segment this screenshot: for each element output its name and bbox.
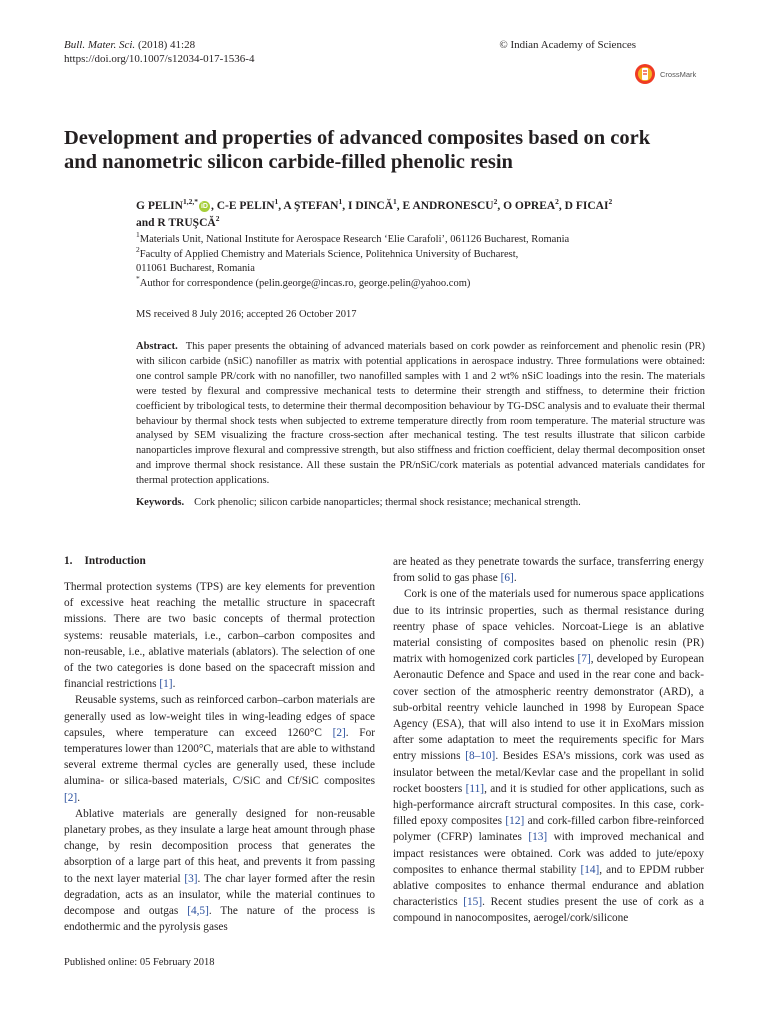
text-run: Reusable systems, such as reinforced carbon–carbon materials are generally used as low-weight tiles in wing-leading edges of space capsules, where temperature can exceed 1260°C [64,694,375,739]
citation-link[interactable]: [1] [159,678,173,691]
copyright-notice: © Indian Academy of Sciences [499,39,636,51]
text-run: . Recent studies present the use of cork as a compound in nanocomposites, aerogel/cork/silicone [393,896,704,925]
author-name: , C-E PELIN [210,200,275,212]
text-run: . For temperatures lower than 1200°C, materials that are able to withstand several extreme thermal cycles are generally used, these include alumina- or silica-based materials, C/SiC and Cf/SiC composites [64,726,375,788]
author-list [136,198,706,232]
left-column [64,579,375,935]
text-run: Cork is one of the materials used for numerous space applications due to its intrinsic properties, such as thermal resistance during reentry phase of space vehicles. Norcoat-Liege is an ablative material consisting of composites based on phenolic resin (PR) matrix with homogenized cork particles [393,588,704,666]
author-name: and R TRUŞCĂ [136,217,216,229]
author-sup: 1,2,* [182,197,198,206]
journal-issue: (2018) 41:28 [135,39,196,51]
citation-link[interactable]: [6] [500,572,514,585]
affiliations [136,230,706,291]
author-sup: 2 [608,197,613,206]
crossmark-icon [634,63,656,85]
author-name: , E ANDRONESCU [396,200,494,212]
abstract-label: Abstract. [136,341,178,352]
keywords [136,496,705,510]
affiliation-sup: 1 [136,230,140,239]
received-dates: MS received 8 July 2016; accepted 26 October 2017 [136,309,357,320]
citation-link[interactable]: [14] [580,863,600,876]
text-run: with improved mechanical and impact resistances were obtained. Cork was added to jute/epoxy composites to enhance thermal stability [393,831,704,876]
text-run: . The char layer formed after the resin degradation, acts as an insulator, while the material continues to decompose and outgas [64,872,375,918]
citation-link[interactable]: [2] [332,726,346,739]
crossmark-label: CrossMark [660,69,697,79]
affiliation-sup: 2 [136,244,140,254]
author-name: G PELIN [136,200,183,212]
text-run: , developed by European Aeronautic Defence and Space and used in the rear cone and back-cover section of the atmospheric reentry demonstrator (ARD), a sub-orbital reentry vehicle launched in 1998 by European Space Agency (ESA), that will also intend to use it in ExoMars mission after some adaptation to meet the requirements specific for Mars entry missions [393,653,704,763]
title-line-1: Development and properties of advanced composites based on cork [64,127,651,149]
right-column [393,554,704,927]
author-sup: 2 [215,214,220,223]
author-sup: 2 [555,197,559,206]
paragraph [393,586,704,926]
text-run: are heated as they penetrate towards the surface, transferring energy from solid to gas phase [393,556,704,585]
correspondence-sup: * [136,273,140,283]
abstract-text: This paper presents the obtaining of advanced materials based on cork powder as reinforcement and phenolic resin (PR) with silicon carbide (nSiC) nanofiller as matrix with potential applications in aerospace industry. Three formulations were obtained: one control sample PR/cork with no nanofiller, two nanofilled samples with 1 and 2 wt% nSiC loadings into the resin. The materials were tested by flexural and compressive mechanical tests to determine their strength and stiffness, to determine their friction coefficient by tribological tests, to determine their thermal decomposition behaviour by TG-DSC analysis and to evaluate their thermal behaviour by thermal shock tests when subjected to extreme temperature directly from room temperature. The material structure was analysed by SEM visualizing the fracture cross-section after mechanical testing. The test results illustrate that silicon carbide nanoparticles improve flexural and compressive strength, but also stiffness and friction coefficient, delay thermal decomposition onset and improve thermal shock resistance. All these sustain the PR/nSiC/cork materials as potential advanced materials candidates for thermal protection applications. [136,341,705,487]
published-date: Published online: 05 February 2018 [64,957,215,968]
author-name: , A ŞTEFAN [278,200,339,212]
text-run: and cork-filled carbon fibre-reinforced polymer (CFRP) laminates [393,815,704,844]
author-sup: 1 [338,197,343,206]
citation-link[interactable]: [11] [465,782,485,795]
correspondence-note: Author for correspondence (pelin.george@incas.ro, george.pelin@yahoo.com) [139,277,471,289]
section-number: 1. [64,555,73,567]
paragraph [64,806,375,936]
author-name: , I DINCĂ [342,200,394,212]
citation-link[interactable]: [8–10] [465,750,496,763]
paragraph [64,579,375,692]
text-run: . [77,791,81,804]
journal-name: Bull. Mater. Sci. [64,39,136,51]
text-run: . Besides ESA’s missions, cork was used as insulator between the metal/Kevlar case and the propellant in solid rocket boosters [393,750,704,795]
section-title: Introduction [84,555,146,567]
citation-link[interactable]: [3] [184,872,198,885]
affiliation-1: Materials Unit, National Institute for Aerospace Research ‘Elie Carafoli’, 061126 Bucharest, Romania [139,234,570,245]
paragraph [64,692,375,805]
author-sup: 2 [493,197,498,206]
citation-link[interactable]: [12] [505,815,525,828]
citation-link[interactable]: [7] [577,653,591,666]
keywords-label: Keywords. [136,497,185,508]
paper-title [64,126,704,174]
doi-link[interactable]: https://doi.org/10.1007/s12034-017-1536-4 [64,53,255,65]
text-run: . [172,678,176,691]
section-heading [64,553,146,569]
affiliation-2-continued: 011061 Bucharest, Romania [136,263,255,274]
author-name: , O OPREA [497,200,556,212]
text-run: , and it is studied for other applications, such as high-performance aircraft structural composites. In this case, cork-filled epoxy composites [393,782,704,828]
text-run: . The nature of the process is endothermic and the pyrolysis gases [64,905,375,934]
text-run: Ablative materials are generally designed for non-reusable planetary probes, as they insulate a large heat amount through phase change, by resin decomposition process that generates the absorption of a large part of this heat, and prevents it from passing to the next layer material [64,807,375,885]
citation-link[interactable]: [13] [528,831,548,844]
journal-citation [64,38,254,66]
crossmark-badge[interactable] [634,62,714,86]
citation-link[interactable]: [2] [64,791,78,804]
citation-link[interactable]: [4,5] [187,905,209,918]
title-line-2: and nanometric silicon carbide-filled phenolic resin [64,151,513,173]
orcid-icon[interactable]: iD [200,203,208,210]
text-run: , and to EPDM rubber ablative composites to enhance thermal endurance and ablation characteristics [393,863,704,909]
citation-link[interactable]: [15] [463,896,483,909]
abstract [136,340,705,489]
author-name: , D FICAI [558,200,609,212]
text-run: Thermal protection systems (TPS) are key elements for prevention of excessive heat reaching the metallic structure in spacecraft missions. There are two basic concepts of thermal protection systems: reusable materials, i.e., carbon–carbon composites and non-reusable, i.e., ablative materials (ablators). The selection of one of the two categories is done based on the spacecraft mission and financial restrictions [64,581,375,691]
keywords-text: Cork phenolic; silicon carbide nanoparticles; thermal shock resistance; mechanical strength. [194,497,581,508]
author-sup: 1 [274,197,279,206]
text-run: . [513,572,517,585]
author-sup: 1 [393,197,397,206]
affiliation-2: Faculty of Applied Chemistry and Materials Science, Politehnica University of Bucharest, [139,248,519,260]
paragraph [393,554,704,586]
